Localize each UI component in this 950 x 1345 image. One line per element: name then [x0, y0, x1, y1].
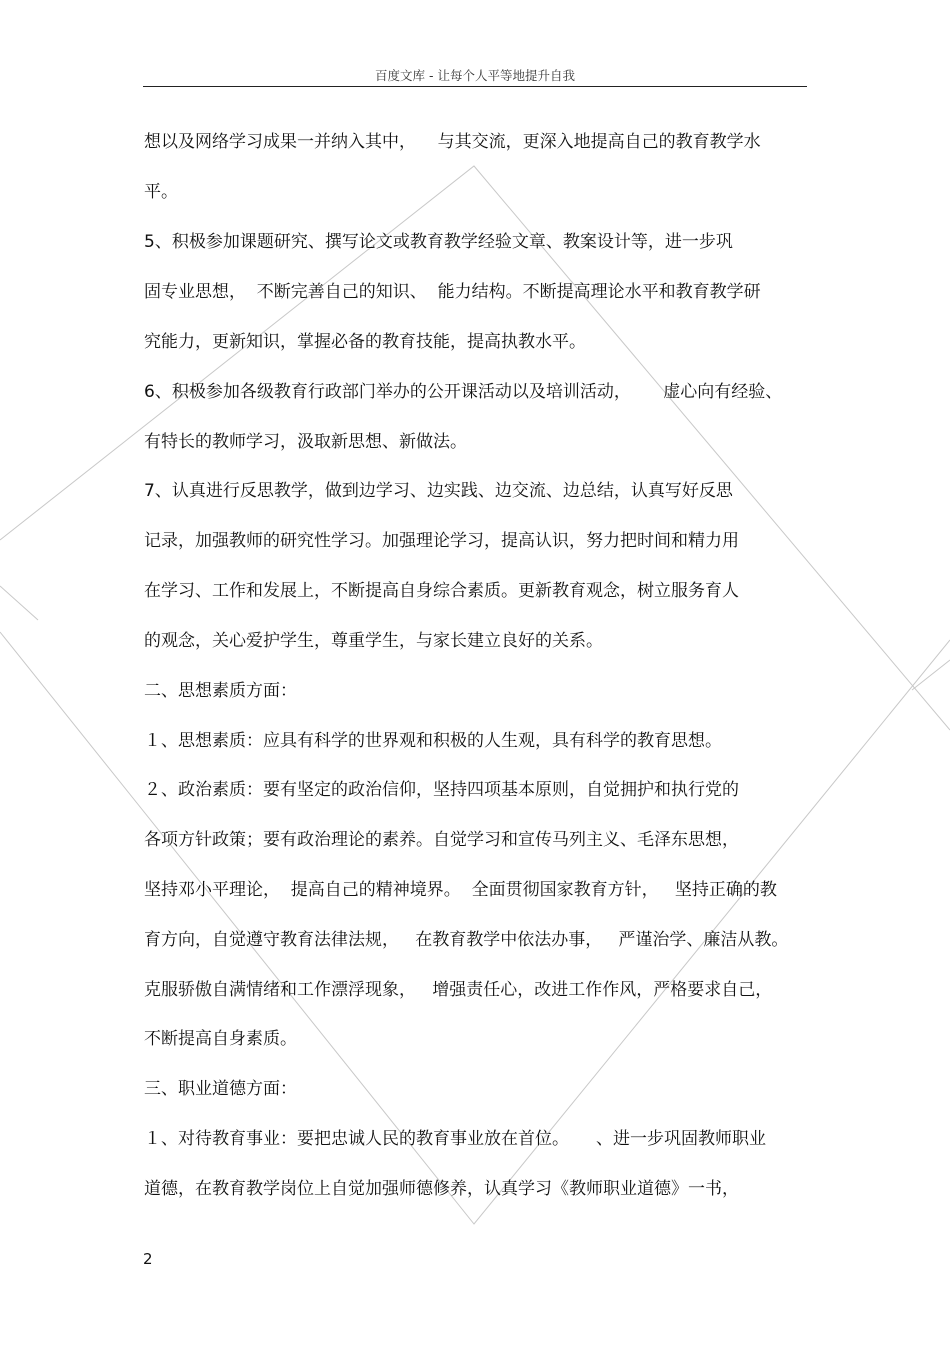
body-line: 想以及网络学习成果一并纳入其中， 与其交流，更深入地提高自己的教育教学水	[144, 132, 761, 152]
body-line: ２、政治素质：要有坚定的政治信仰，坚持四项基本原则，自觉拥护和执行党的	[144, 780, 739, 800]
body-line: 有特长的教师学习，汲取新思想、新做法。	[144, 432, 467, 452]
header-divider	[143, 86, 807, 87]
body-line: 平。	[144, 182, 178, 202]
body-line: 记录，加强教师的研究性学习。加强理论学习，提高认识，努力把时间和精力用	[144, 531, 739, 551]
body-line: 的观念，关心爱护学生，尊重学生，与家长建立良好的关系。	[144, 631, 603, 651]
body-line: 克服骄傲自满情绪和工作漂浮现象， 增强责任心，改进工作作风，严格要求自己，	[144, 980, 773, 1000]
body-line: 育方向，自觉遵守教育法律法规， 在教育教学中依法办事， 严谨治学、廉洁从教。	[144, 930, 789, 950]
body-line: 5、积极参加课题研究、撰写论文或教育教学经验文章、教案设计等，进一步巩	[144, 232, 733, 252]
section-heading: 二、思想素质方面：	[144, 681, 297, 701]
body-line: １、思想素质：应具有科学的世界观和积极的人生观，具有科学的教育思想。	[144, 731, 722, 751]
body-line: 6、积极参加各级教育行政部门举办的公开课活动以及培训活动， 虚心向有经验、	[144, 382, 783, 402]
body-line: 各项方针政策；要有政治理论的素养。自觉学习和宣传马列主义、毛泽东思想，	[144, 830, 739, 850]
page-header: 百度文库 - 让每个人平等地提升自我	[375, 68, 575, 83]
body-line: 固专业思想， 不断完善自己的知识、 能力结构。不断提高理论水平和教育教学研	[144, 282, 761, 302]
body-line: 7、认真进行反思教学，做到边学习、边实践、边交流、边总结，认真写好反思	[144, 481, 733, 501]
body-line: 不断提高自身素质。	[144, 1029, 297, 1049]
body-line: １、对待教育事业：要把忠诚人民的教育事业放在首位。 、进一步巩固教师职业	[144, 1129, 767, 1149]
body-line: 究能力，更新知识，掌握必备的教育技能，提高执教水平。	[144, 332, 586, 352]
body-line: 坚持邓小平理论， 提高自己的精神境界。 全面贯彻国家教育方针， 坚持正确的教	[144, 880, 777, 900]
body-line: 道德，在教育教学岗位上自觉加强师德修养，认真学习《教师职业道德》一书，	[144, 1179, 739, 1199]
body-line: 在学习、工作和发展上，不断提高自身综合素质。更新教育观念，树立服务育人	[144, 581, 739, 601]
page-number: 2	[143, 1250, 153, 1268]
section-heading: 三、职业道德方面：	[144, 1079, 297, 1099]
